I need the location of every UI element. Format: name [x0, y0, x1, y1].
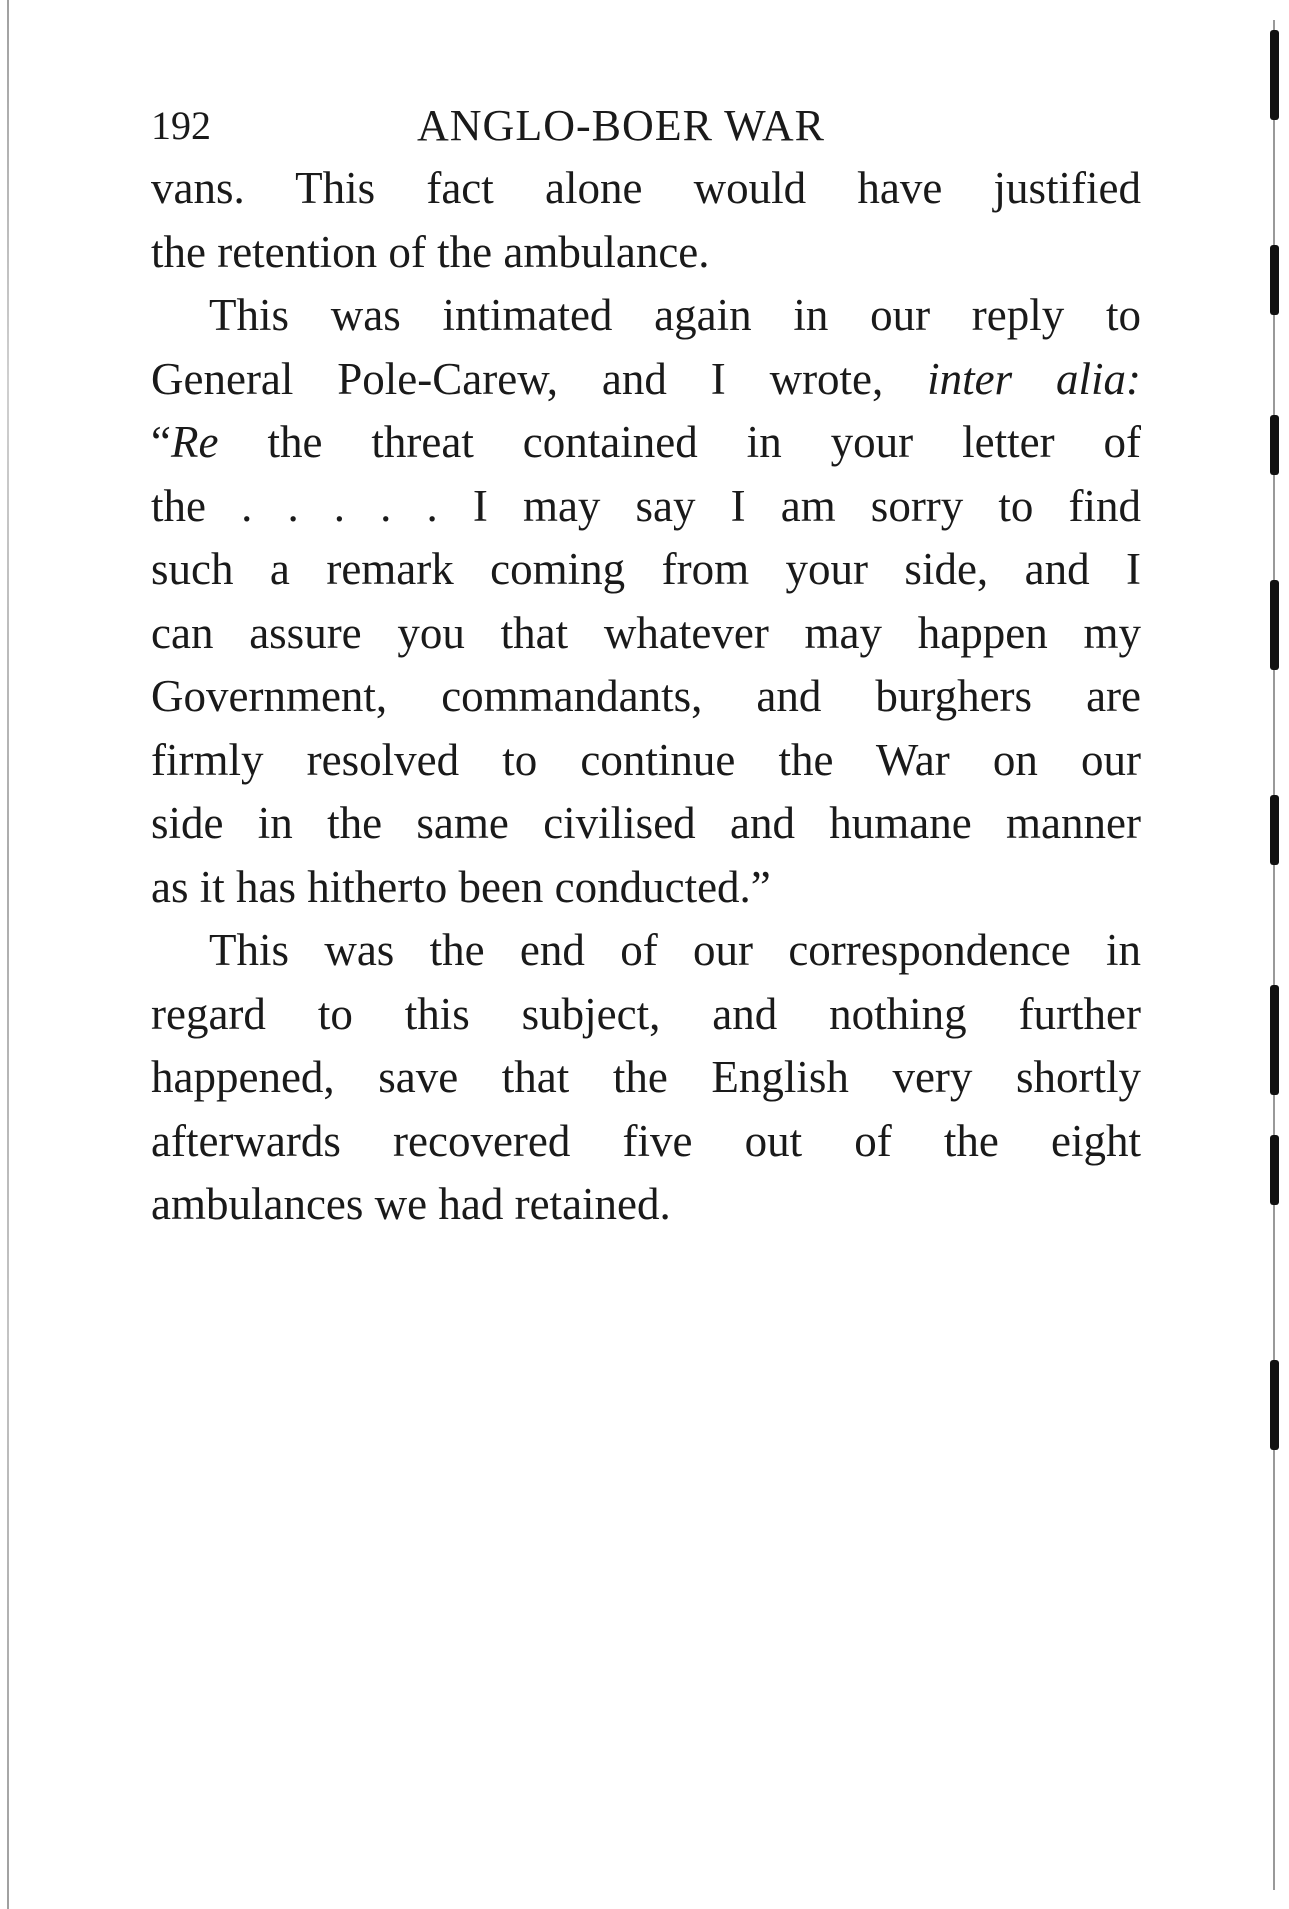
text-line: such a remark coming from your side, and I [151, 544, 1141, 594]
text-line: regard to this subject, and nothing further [151, 988, 1141, 1039]
text-line: as it has hitherto been conducted.” [151, 861, 771, 912]
text-block [151, 95, 1141, 1237]
paragraph-3 [151, 919, 1141, 1237]
text-line: afterwards recovered five out of the eight [151, 1115, 1141, 1166]
running-head [151, 95, 1141, 157]
text-line: vans. This fact alone would have justified [151, 163, 1141, 213]
text-line: “Re the threat contained in your letter of [151, 417, 1142, 467]
paragraph-2 [151, 284, 1141, 919]
italic-phrase: inter alia: [927, 353, 1141, 404]
italic-phrase: Re [170, 417, 219, 467]
text-line: This was intimated again in our reply to [209, 290, 1141, 340]
text-line: happened, save that the English very shortly [151, 1052, 1141, 1102]
running-title: ANGLO-BOER WAR [417, 101, 825, 150]
scan-edge-left [7, 0, 9, 1909]
text-line: This was the end of our correspondence in [209, 925, 1141, 975]
text-line: the . . . . . I may say I am sorry to find [151, 480, 1141, 531]
page-number: 192 [151, 103, 211, 148]
text-line: the retention of the ambulance. [151, 226, 710, 277]
text-line: can assure you that whatever may happen my [151, 607, 1141, 658]
text-line: ambulances we had retained. [151, 1179, 671, 1229]
text-line: General Pole-Carew, and I wrote, inter alia: [151, 353, 1141, 404]
text-line: firmly resolved to continue the War on our [151, 734, 1141, 785]
text-line: side in the same civilised and humane manner [151, 798, 1141, 848]
paragraph-1 [151, 157, 1141, 284]
text-line: Government, commandants, and burghers are [151, 671, 1141, 721]
scan-gutter-right [1270, 20, 1280, 1890]
